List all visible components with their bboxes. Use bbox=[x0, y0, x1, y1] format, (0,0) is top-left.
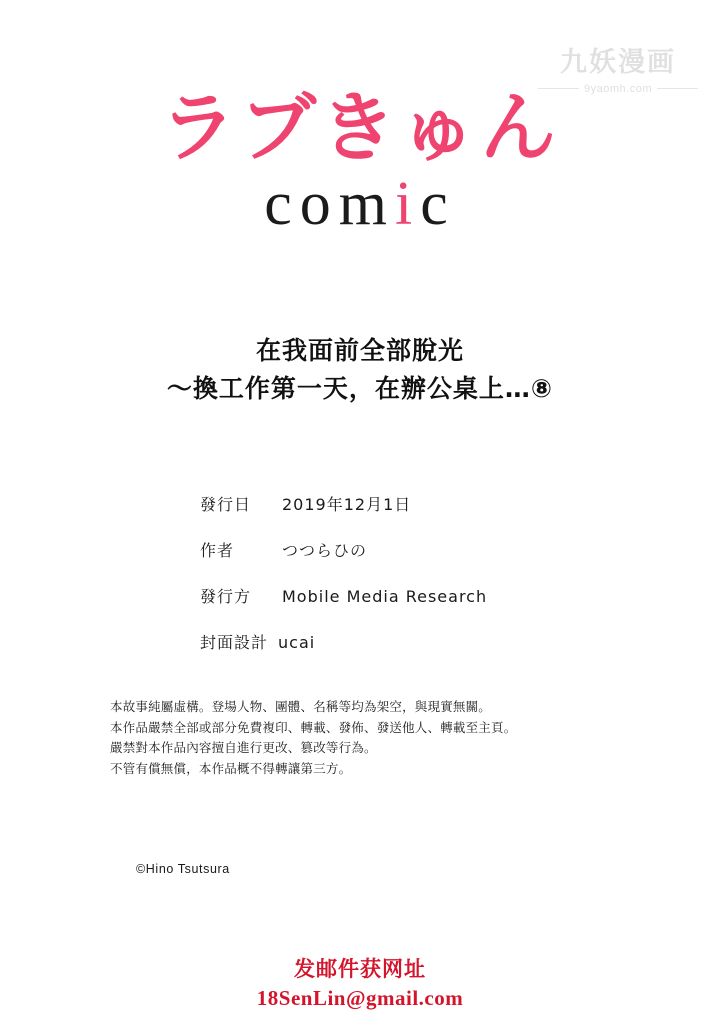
watermark-title: 九妖漫画 bbox=[560, 47, 676, 77]
credit-label-author: 作者 bbox=[200, 541, 235, 560]
watermark-url: 9yaomh.com bbox=[584, 82, 652, 95]
page-title bbox=[0, 332, 720, 407]
credit-row-publisher bbox=[0, 584, 720, 607]
credit-label-cover-design: 封面設計 bbox=[200, 633, 269, 652]
logo-latin-text bbox=[0, 169, 720, 238]
footer-ad-email[interactable]: 18SenLin@gmail.com bbox=[256, 985, 464, 1010]
footer-advertisement bbox=[0, 955, 720, 1012]
title-line-2: ～換工作第一天，在辦公桌上…⑧ bbox=[166, 373, 554, 403]
credit-value-cover-design: ucai bbox=[278, 633, 316, 652]
credits-block bbox=[0, 492, 720, 676]
publisher-logo bbox=[0, 83, 720, 238]
title-line-1: 在我面前全部脫光 bbox=[255, 336, 464, 365]
logo-latin-i: i bbox=[394, 169, 421, 238]
logo-japanese-text: ラブきゅん bbox=[160, 83, 560, 172]
legal-line-3: 嚴禁對本作品內容擅自進行更改、篡改等行為。 bbox=[110, 740, 377, 756]
legal-line-4: 不管有償無償，本作品概不得轉讓第三方。 bbox=[110, 760, 352, 776]
credit-label-publisher: 發行方 bbox=[200, 587, 252, 606]
logo-latin-before: com bbox=[264, 169, 395, 238]
logo-latin-after: c bbox=[420, 169, 456, 238]
credit-value-publisher: Mobile Media Research bbox=[282, 587, 488, 606]
credit-label-release-date: 發行日 bbox=[200, 495, 252, 514]
credit-row-cover-design bbox=[0, 630, 720, 653]
legal-line-1: 本故事純屬虛構。登場人物、團體、名稱等均為架空，與現實無關。 bbox=[110, 699, 492, 714]
legal-line-2: 本作品嚴禁全部或部分免費複印、轉載、發佈、發送他人、轉載至主頁。 bbox=[110, 719, 517, 735]
copyright-text: ©Hino Tsutsura bbox=[136, 862, 230, 876]
credit-row-release-date bbox=[0, 492, 720, 515]
legal-notice bbox=[110, 697, 630, 780]
credit-row-author bbox=[0, 538, 720, 561]
credit-value-author: つつらひの bbox=[282, 541, 368, 560]
footer-ad-line-1: 发邮件获网址 bbox=[294, 957, 426, 982]
credit-value-release-date: 2019年12月1日 bbox=[282, 495, 412, 514]
